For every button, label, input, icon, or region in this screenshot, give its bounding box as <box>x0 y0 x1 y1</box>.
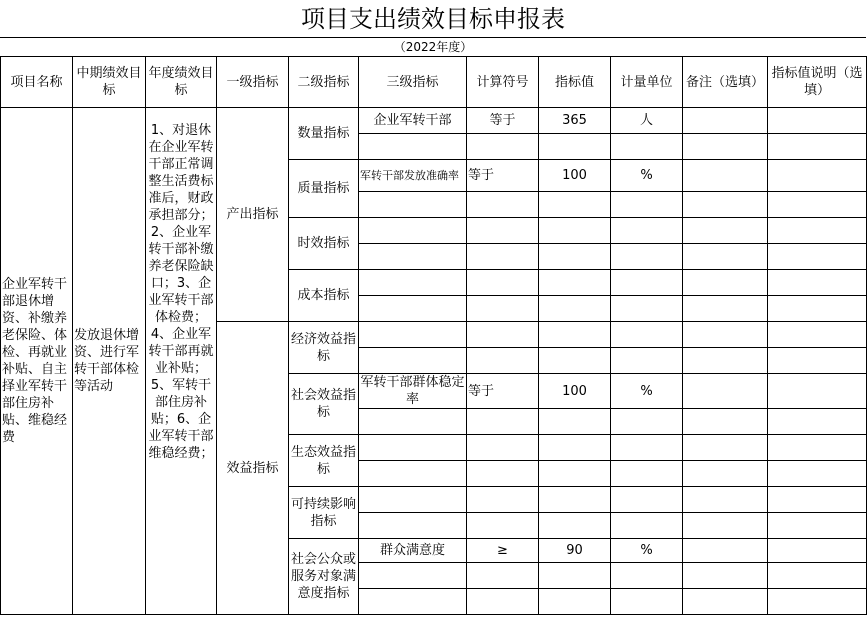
level2-satisfaction: 社会公众或服务对象满意度指标 <box>289 539 359 615</box>
table-cell <box>683 270 768 296</box>
table-cell <box>611 134 683 160</box>
satisfaction-op: ≥ <box>467 539 539 563</box>
header-unit: 计量单位 <box>611 57 683 108</box>
table-cell <box>359 348 467 374</box>
quality-op: 等于 <box>467 160 539 192</box>
table-cell <box>539 348 611 374</box>
table-cell <box>768 244 867 270</box>
table-cell <box>768 160 867 192</box>
project-name-cell: 企业军转干部退休增资、补缴养老保险、体检、再就业补贴、自主择业军转干部住房补贴、维稳经费 <box>1 108 73 615</box>
table-cell <box>359 563 467 589</box>
level2-economic: 经济效益指标 <box>289 322 359 374</box>
table-cell <box>768 192 867 218</box>
table-cell <box>611 218 683 244</box>
level2-quality: 质量指标 <box>289 160 359 218</box>
table-cell <box>539 435 611 461</box>
table-cell <box>359 322 467 348</box>
quantity-value: 365 <box>539 108 611 134</box>
table-cell <box>611 487 683 513</box>
table-cell <box>467 134 539 160</box>
table-cell <box>611 589 683 615</box>
table-cell <box>539 134 611 160</box>
table-cell <box>611 244 683 270</box>
social-unit: % <box>611 374 683 409</box>
header-project-name: 项目名称 <box>1 57 73 108</box>
quality-unit: % <box>611 160 683 192</box>
table-cell <box>359 461 467 487</box>
table-cell <box>683 487 768 513</box>
table-cell <box>467 322 539 348</box>
table-cell <box>683 539 768 563</box>
table-cell <box>539 244 611 270</box>
table-cell <box>467 563 539 589</box>
table-cell <box>359 589 467 615</box>
table-cell <box>683 218 768 244</box>
table-cell <box>467 487 539 513</box>
table-cell <box>467 409 539 435</box>
level2-ecological: 生态效益指标 <box>289 435 359 487</box>
table-cell <box>539 192 611 218</box>
quality-value: 100 <box>539 160 611 192</box>
table-cell <box>611 513 683 539</box>
table-cell <box>359 192 467 218</box>
table-cell <box>683 160 768 192</box>
table-cell <box>683 563 768 589</box>
level2-timeliness: 时效指标 <box>289 218 359 270</box>
quantity-unit: 人 <box>611 108 683 134</box>
table-cell <box>768 589 867 615</box>
table-cell <box>467 296 539 322</box>
table-cell <box>539 218 611 244</box>
table-cell <box>539 270 611 296</box>
table-cell <box>467 244 539 270</box>
table-cell <box>683 322 768 348</box>
level2-quantity: 数量指标 <box>289 108 359 160</box>
header-operator: 计算符号 <box>467 57 539 108</box>
quantity-name: 企业军转干部 <box>359 108 467 134</box>
table-cell <box>768 348 867 374</box>
table-cell <box>683 244 768 270</box>
table-cell <box>768 270 867 296</box>
satisfaction-unit: % <box>611 539 683 563</box>
table-cell <box>467 435 539 461</box>
table-cell <box>359 513 467 539</box>
table-cell <box>467 589 539 615</box>
table-cell <box>467 513 539 539</box>
social-op: 等于 <box>467 374 539 409</box>
level2-cost: 成本指标 <box>289 270 359 322</box>
table-cell <box>768 322 867 348</box>
table-cell <box>768 296 867 322</box>
table-cell <box>768 487 867 513</box>
table-cell <box>768 435 867 461</box>
table-cell <box>539 563 611 589</box>
table-cell <box>359 244 467 270</box>
table-cell <box>683 461 768 487</box>
header-level3: 三级指标 <box>359 57 467 108</box>
header-annual-goal: 年度绩效目标 <box>146 57 217 108</box>
social-value: 100 <box>539 374 611 409</box>
annual-goal-cell: 1、对退休在企业军转干部正常调整生活费标准后，财政承担部分；2、企业军转干部补缴养老保险缺口；3、企业军转干部体检费；4、企业军转干部再就业补贴；5、军转干部住房补贴；6、企业军转干部维稳经费； <box>146 108 217 615</box>
table-cell <box>683 435 768 461</box>
table-cell <box>611 348 683 374</box>
table-cell <box>683 513 768 539</box>
table-cell <box>611 270 683 296</box>
header-level1: 一级指标 <box>217 57 289 108</box>
table-cell <box>768 563 867 589</box>
table-cell <box>611 192 683 218</box>
satisfaction-value: 90 <box>539 539 611 563</box>
table-cell <box>359 487 467 513</box>
table-row <box>1 108 867 134</box>
table-cell <box>467 218 539 244</box>
table-cell <box>611 435 683 461</box>
satisfaction-name: 群众满意度 <box>359 539 467 563</box>
report-year: （2022年度） <box>393 40 473 54</box>
table-cell <box>539 296 611 322</box>
table-cell <box>768 374 867 409</box>
header-row <box>1 57 867 108</box>
table-cell <box>359 409 467 435</box>
table-cell <box>683 192 768 218</box>
header-remark: 备注（选填） <box>683 57 768 108</box>
quality-name: 军转干部发放准确率 <box>359 160 467 192</box>
table-cell <box>683 409 768 435</box>
table-cell <box>359 435 467 461</box>
table-cell <box>539 322 611 348</box>
header-mid-goal: 中期绩效目标 <box>73 57 146 108</box>
header-value-note: 指标值说明（选填） <box>768 57 867 108</box>
table-cell <box>359 270 467 296</box>
page-title: 项目支出绩效目标申报表 <box>0 0 866 38</box>
table-cell <box>539 461 611 487</box>
level1-benefit: 效益指标 <box>217 322 289 615</box>
table-cell <box>359 296 467 322</box>
table-cell <box>539 513 611 539</box>
table-cell <box>539 409 611 435</box>
level2-sustainable: 可持续影响指标 <box>289 487 359 539</box>
table-cell <box>611 322 683 348</box>
header-value: 指标值 <box>539 57 611 108</box>
table-cell <box>768 218 867 244</box>
table-cell <box>467 461 539 487</box>
table-cell <box>359 134 467 160</box>
table-cell <box>683 589 768 615</box>
table-cell <box>611 563 683 589</box>
table-cell <box>359 218 467 244</box>
table-cell <box>768 409 867 435</box>
header-level2: 二级指标 <box>289 57 359 108</box>
performance-table <box>0 56 867 615</box>
table-cell <box>611 296 683 322</box>
table-cell <box>611 461 683 487</box>
table-cell <box>467 192 539 218</box>
table-cell <box>768 134 867 160</box>
table-cell <box>768 513 867 539</box>
quantity-op: 等于 <box>467 108 539 134</box>
mid-goal-cell: 发放退休增资、进行军转干部体检等活动 <box>73 108 146 615</box>
table-cell <box>683 374 768 409</box>
table-cell <box>611 409 683 435</box>
table-cell <box>768 539 867 563</box>
table-cell <box>683 296 768 322</box>
level1-output: 产出指标 <box>217 108 289 322</box>
table-cell <box>768 461 867 487</box>
table-cell <box>683 134 768 160</box>
level2-social: 社会效益指标 <box>289 374 359 435</box>
table-cell <box>467 270 539 296</box>
table-cell <box>539 589 611 615</box>
table-cell <box>539 487 611 513</box>
table-cell <box>467 348 539 374</box>
table-cell <box>683 348 768 374</box>
social-name: 军转干部群体稳定率 <box>360 375 465 407</box>
